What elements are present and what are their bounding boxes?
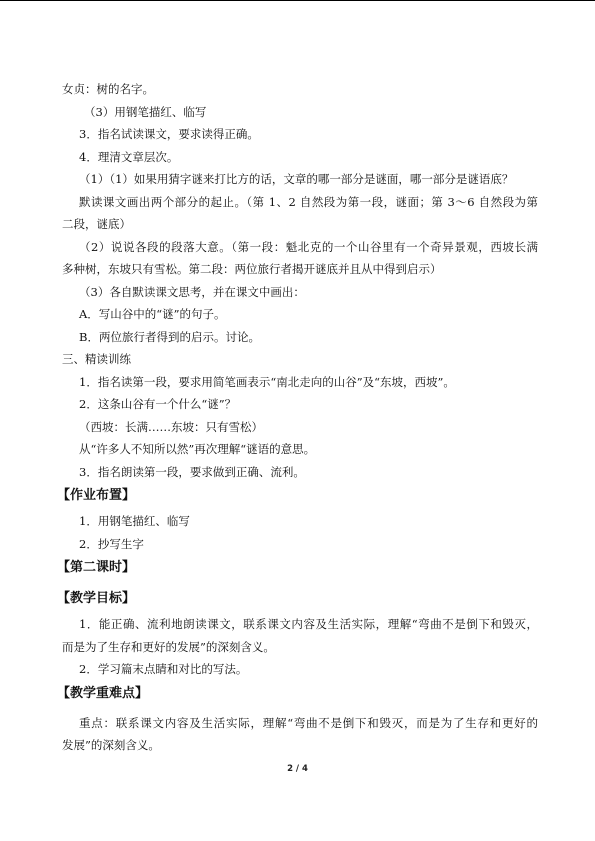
- key-point-line: 重点：联系课文内容及生活实际，理解“弯曲不是倒下和毁灭，而是为了生存和更好的: [79, 715, 538, 730]
- text-line: （3）各自默读课文思考，并在课文中画出：: [79, 284, 305, 299]
- goal-line: 1．能正确、流利地朗读课文，联系课文内容及生活实际，理解“弯曲不是倒下和毁灭，: [79, 617, 538, 631]
- second-lesson-heading: 【第二课时】: [57, 560, 136, 575]
- top-border-line: [0, 0, 595, 1]
- homework-item: 1．用钢笔描红、临写: [79, 514, 190, 528]
- text-line: B．两位旅行者得到的启示。讨论。: [79, 329, 260, 344]
- document-page: [57, 78, 538, 757]
- text-line: 1．指名读第一段，要求用简笔画表示“南北走向的山谷”及“东坡，西坡”。: [79, 374, 455, 389]
- section-label: 三、精读训练: [62, 352, 131, 366]
- text-line: （西坡：长满……东坡：只有雪松）: [79, 419, 263, 434]
- text-line: 二段，谜底）: [62, 217, 131, 231]
- text-line: 多种树，东坡只有雪松。第二段：两位旅行者揭开谜底并且从中得到启示）: [62, 262, 442, 276]
- text-line: 3．指名朗读第一段，要求做到正确、流利。: [79, 464, 305, 479]
- goal-line: 2．学习篇末点睛和对比的写法。: [79, 662, 248, 676]
- homework-heading: 【作业布置】: [57, 488, 136, 503]
- text-line: 女贞：树的名字。: [62, 82, 154, 96]
- text-line: 从“许多人不知所以然”再次理解“谜语的意思。: [79, 442, 316, 456]
- goals-heading: 【教学目标】: [57, 591, 136, 606]
- text-line: 3．指名试读课文，要求读得正确。: [79, 127, 259, 141]
- text-line: 默读课文画出两个部分的起止。（第 1、2 自然段为第一段，谜面；第 3～6 自然段为第: [79, 194, 538, 209]
- key-point-line: 发展”的深刻含义。: [62, 738, 160, 752]
- text-line: 4．理清文章层次。: [79, 149, 179, 164]
- text-line: A．写山谷中的“谜”的句子。: [79, 307, 226, 321]
- homework-item: 2．抄写生字: [79, 536, 144, 551]
- text-line: （3）用钢笔描红、临写: [84, 104, 207, 119]
- text-line: （1）（1）如果用猜字谜来打比方的话，文章的哪一部分是谜面，哪一部分是谜语底？: [79, 172, 514, 186]
- goal-line: 而是为了生存和更好的发展”的深刻含义。: [62, 639, 275, 654]
- page-number: 2 / 4: [287, 764, 308, 774]
- key-points-heading: 【教学重难点】: [57, 685, 149, 701]
- text-line: 2．这条山谷有一个什么“谜”？: [79, 397, 237, 411]
- text-line: （2）说说各段的段落大意。（第一段：魁北克的一个山谷里有一个奇异景观，西坡长满: [79, 239, 538, 254]
